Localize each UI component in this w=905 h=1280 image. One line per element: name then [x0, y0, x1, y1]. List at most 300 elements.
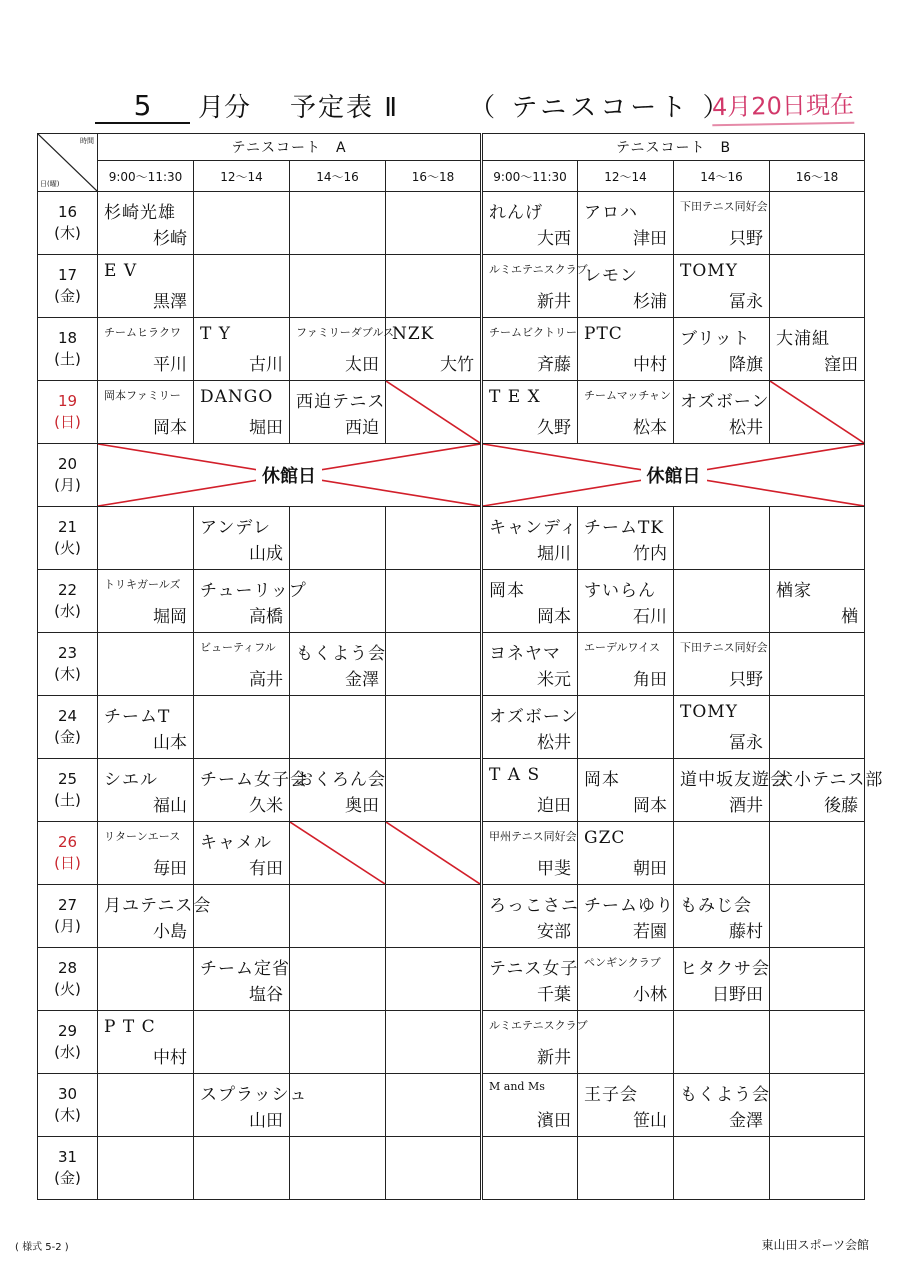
group-name: レモン	[584, 266, 639, 286]
group-name: ブリット	[680, 329, 751, 349]
day-row	[38, 444, 865, 507]
group-name: チームマッチャン	[584, 389, 672, 402]
group-name: ペンギンクラブ	[584, 956, 661, 969]
booking-cell	[290, 759, 386, 822]
representative-name: 杉崎	[153, 229, 187, 249]
booking-cell	[482, 822, 578, 885]
booking-cell	[194, 885, 290, 948]
corner-day-label: 日(曜)	[40, 180, 60, 188]
booking-cell	[290, 318, 395, 381]
representative-name: 高井	[249, 670, 283, 690]
representative-name: 甲斐	[537, 859, 572, 879]
day-row	[38, 1137, 865, 1200]
representative-name: 杉浦	[633, 292, 668, 312]
day-weekday: (月)	[54, 917, 81, 935]
booking-cell	[770, 381, 865, 444]
group-name: チーム女子会	[200, 770, 308, 790]
booking-cell	[674, 255, 770, 318]
group-name: オズボーン	[680, 392, 770, 412]
booking-cell	[674, 507, 770, 570]
booking-cell	[770, 318, 865, 381]
title-month-suffix: 月分	[198, 93, 251, 123]
day-weekday: (土)	[54, 350, 81, 368]
booking-cell	[98, 255, 194, 318]
day-label	[38, 192, 98, 255]
group-name: M and Ms	[489, 1080, 545, 1093]
booking-cell	[386, 381, 482, 444]
unavailable-cross-mark	[386, 822, 480, 884]
day-number: 18	[57, 329, 78, 347]
booking-cell	[674, 633, 770, 696]
title-schedule: 予定表 Ⅱ	[290, 93, 400, 123]
booking-cell	[578, 633, 674, 696]
day-number: 29	[57, 1022, 78, 1040]
time-slot-header: 16～18	[770, 161, 865, 192]
representative-name: 古川	[249, 355, 283, 375]
group-name: T A S	[489, 765, 541, 785]
representative-name: 角田	[633, 670, 668, 690]
booking-cell	[482, 507, 578, 570]
representative-name: 安部	[537, 922, 572, 942]
representative-name: 岡本	[537, 607, 572, 627]
booking-cell	[98, 885, 212, 948]
booking-cell	[386, 1137, 482, 1200]
booking-cell	[770, 192, 865, 255]
representative-name: 迫田	[537, 796, 572, 816]
day-number: 25	[57, 770, 78, 788]
booking-cell	[770, 1011, 865, 1074]
representative-name: 朝田	[633, 859, 668, 879]
day-label	[38, 507, 98, 570]
group-name: エーデルワイス	[584, 641, 661, 654]
booking-cell	[290, 885, 386, 948]
booking-cell	[482, 1011, 588, 1074]
booking-cell	[290, 570, 386, 633]
day-row	[38, 507, 865, 570]
group-name: おくろん会	[296, 770, 386, 790]
representative-name: 太田	[345, 355, 379, 375]
representative-name: 千葉	[537, 985, 572, 1005]
group-name: ヒタクサ会	[680, 959, 771, 979]
group-name: すいらん	[584, 581, 657, 601]
day-label	[38, 948, 98, 1011]
day-number: 27	[57, 896, 78, 914]
representative-name: 黒澤	[153, 292, 187, 312]
booking-cell	[290, 1074, 386, 1137]
booking-cell	[386, 1074, 482, 1137]
booking-cell	[386, 570, 482, 633]
booking-cell	[674, 822, 770, 885]
representative-name: 奥田	[345, 796, 379, 816]
closed-day-label: 休館日	[641, 462, 707, 488]
group-name: 犬小テニス部	[776, 770, 884, 790]
day-label	[38, 633, 98, 696]
representative-name: 山田	[249, 1111, 283, 1131]
booking-cell	[674, 1011, 770, 1074]
day-weekday: (金)	[54, 1169, 81, 1187]
day-label	[38, 885, 98, 948]
representative-name: 松本	[633, 418, 668, 438]
booking-cell	[98, 759, 194, 822]
representative-name: 酒井	[729, 796, 764, 816]
booking-cell	[674, 696, 770, 759]
booking-cell	[194, 633, 290, 696]
booking-cell	[98, 696, 194, 759]
day-row	[38, 633, 865, 696]
booking-cell	[194, 318, 290, 381]
group-name: 道中坂友遊会	[680, 770, 789, 790]
group-name: ビューティフル	[200, 641, 276, 654]
day-row	[38, 759, 865, 822]
day-weekday: (水)	[54, 1043, 81, 1061]
group-name: 岡本	[489, 581, 526, 601]
booking-cell	[386, 759, 482, 822]
group-name: TOMY	[680, 702, 738, 722]
booking-cell	[482, 948, 578, 1011]
group-name: 岡本ファミリー	[104, 389, 181, 402]
court-a-closed-cell	[98, 444, 482, 507]
group-name: PTC	[584, 324, 623, 344]
representative-name: 竹内	[633, 544, 668, 564]
day-label	[38, 1011, 98, 1074]
booking-cell	[578, 570, 674, 633]
unavailable-cross-mark	[770, 381, 864, 443]
group-name: 西迫テニス	[296, 392, 386, 412]
booking-cell	[386, 255, 482, 318]
booking-cell	[98, 507, 194, 570]
booking-cell	[674, 885, 770, 948]
as-of-date-note: 4月20日現在	[712, 85, 854, 126]
booking-cell	[482, 318, 578, 381]
booking-cell	[386, 318, 482, 381]
representative-name: 山成	[249, 544, 283, 564]
day-row	[38, 1074, 865, 1137]
court-b-header: テニスコート B	[482, 134, 865, 161]
day-weekday: (土)	[54, 791, 81, 809]
group-name: キャンディ	[489, 518, 578, 538]
day-weekday: (火)	[54, 980, 81, 998]
day-row	[38, 192, 865, 255]
representative-name: 窪田	[824, 355, 859, 375]
booking-cell	[98, 633, 194, 696]
booking-cell	[674, 759, 789, 822]
representative-name: 楢	[841, 607, 859, 627]
court-a-header: テニスコート A	[98, 134, 482, 161]
form-number: ( 様式 5-2 )	[15, 1242, 69, 1253]
booking-cell	[770, 507, 865, 570]
group-name: 岡本	[584, 770, 621, 790]
group-name: チームビクトリー	[489, 326, 578, 339]
booking-cell	[98, 822, 194, 885]
day-weekday: (水)	[54, 602, 81, 620]
booking-cell	[290, 696, 386, 759]
day-label	[38, 570, 98, 633]
title-month: 5	[95, 89, 190, 124]
booking-cell	[674, 192, 770, 255]
booking-cell	[674, 948, 770, 1011]
representative-name: 堀岡	[153, 607, 187, 627]
day-weekday: (金)	[54, 728, 81, 746]
representative-name: 塩谷	[249, 985, 283, 1005]
day-weekday: (木)	[54, 665, 81, 683]
booking-cell	[482, 885, 578, 948]
group-name: オズボーン	[489, 707, 579, 727]
time-slot-header: 9:00～11:30	[98, 161, 194, 192]
booking-cell	[194, 1137, 290, 1200]
group-name: 王子会	[584, 1085, 639, 1105]
day-row	[38, 381, 865, 444]
day-row	[38, 885, 865, 948]
day-label	[38, 696, 98, 759]
day-number: 19	[57, 392, 78, 410]
corner-time-label: 時間	[80, 137, 94, 145]
time-slot-header: 12～14	[194, 161, 290, 192]
booking-cell	[386, 822, 482, 885]
day-weekday: (火)	[54, 539, 81, 557]
group-name: NZK	[392, 324, 435, 344]
corner-header	[38, 134, 98, 192]
representative-name: 金澤	[345, 670, 379, 690]
booking-cell	[290, 1137, 386, 1200]
booking-cell	[770, 255, 865, 318]
day-weekday: (金)	[54, 287, 81, 305]
day-number: 22	[57, 581, 78, 599]
day-number: 17	[57, 266, 78, 284]
booking-cell	[290, 255, 386, 318]
day-row	[38, 318, 865, 381]
title-facility: （ テニスコート ）	[469, 93, 733, 123]
booking-cell	[194, 507, 290, 570]
group-name: キャメル	[200, 833, 272, 853]
day-number: 26	[57, 833, 78, 851]
booking-cell	[770, 1074, 865, 1137]
day-label	[38, 444, 98, 507]
closed-day-label: 休館日	[256, 462, 322, 488]
representative-name: 堀田	[249, 418, 283, 438]
group-name: 下田テニス同好会	[680, 200, 768, 213]
booking-cell	[194, 822, 290, 885]
group-name: シエル	[104, 770, 158, 790]
group-name: テニス女子	[489, 959, 579, 979]
booking-cell	[98, 192, 194, 255]
day-weekday: (日)	[54, 413, 81, 431]
booking-cell	[578, 1011, 674, 1074]
booking-cell	[194, 255, 290, 318]
booking-cell	[194, 759, 308, 822]
booking-cell	[578, 318, 674, 381]
representative-name: 大竹	[440, 355, 475, 375]
booking-cell	[290, 948, 386, 1011]
booking-cell	[290, 381, 386, 444]
representative-name: 西迫	[345, 418, 379, 438]
booking-cell	[674, 570, 770, 633]
booking-cell	[482, 381, 578, 444]
booking-cell	[194, 1074, 308, 1137]
group-name: チームゆり	[584, 896, 675, 916]
group-name: アンデレ	[200, 518, 271, 538]
booking-cell	[290, 822, 386, 885]
group-name: ヨネヤマ	[489, 644, 562, 664]
booking-cell	[386, 633, 482, 696]
booking-cell	[98, 1137, 194, 1200]
group-name: TOMY	[680, 261, 738, 281]
group-name: チームTK	[584, 518, 665, 538]
representative-name: 久野	[537, 418, 572, 438]
group-name: れんげ	[489, 203, 544, 223]
representative-name: 小林	[633, 985, 668, 1005]
booking-cell	[482, 696, 578, 759]
booking-cell	[194, 1011, 290, 1074]
representative-name: 岡本	[153, 418, 187, 438]
day-number: 23	[57, 644, 78, 662]
representative-name: 只野	[729, 670, 764, 690]
booking-cell	[674, 381, 770, 444]
booking-cell	[770, 696, 865, 759]
group-name: 月ユテニス会	[104, 896, 212, 916]
booking-cell	[290, 507, 386, 570]
representative-name: 山本	[153, 733, 187, 753]
booking-cell	[482, 255, 588, 318]
booking-cell	[482, 192, 578, 255]
group-name: T Y	[200, 324, 231, 344]
group-name: P T C	[104, 1017, 156, 1037]
booking-cell	[482, 633, 578, 696]
representative-name: 若園	[633, 922, 668, 942]
representative-name: 松井	[537, 733, 572, 753]
booking-cell	[98, 1074, 194, 1137]
representative-name: 津田	[633, 229, 668, 249]
day-label	[38, 1074, 98, 1137]
group-name: チーム定省	[200, 959, 290, 979]
representative-name: 福山	[153, 796, 187, 816]
representative-name: 有田	[249, 859, 283, 879]
booking-cell	[770, 570, 865, 633]
representative-name: 日野田	[712, 985, 764, 1005]
representative-name: 冨永	[729, 292, 764, 312]
representative-name: 新井	[537, 1048, 572, 1068]
group-name: ファミリーダブルス	[296, 326, 395, 339]
booking-cell	[770, 885, 865, 948]
booking-cell	[386, 1011, 482, 1074]
booking-cell	[578, 885, 674, 948]
booking-cell	[770, 759, 884, 822]
group-name: 下田テニス同好会	[680, 641, 768, 654]
time-slot-header: 14～16	[674, 161, 770, 192]
unavailable-cross-mark	[386, 381, 480, 443]
representative-name: 新井	[537, 292, 572, 312]
booking-cell	[770, 822, 865, 885]
booking-cell	[482, 1137, 578, 1200]
representative-name: 笹山	[633, 1111, 668, 1131]
booking-cell	[674, 318, 770, 381]
day-row	[38, 255, 865, 318]
booking-cell	[194, 192, 290, 255]
booking-cell	[578, 948, 674, 1011]
page-title	[95, 88, 733, 124]
booking-cell	[386, 696, 482, 759]
booking-cell	[290, 633, 386, 696]
group-name: 甲州テニス同好会	[489, 830, 577, 843]
booking-cell	[770, 1137, 865, 1200]
day-number: 30	[57, 1085, 78, 1103]
booking-cell	[98, 318, 194, 381]
booking-cell	[578, 1137, 674, 1200]
day-number: 28	[57, 959, 78, 977]
schedule-table	[37, 133, 884, 1200]
day-row	[38, 1011, 865, 1074]
day-row	[38, 696, 865, 759]
booking-cell	[290, 1011, 386, 1074]
booking-cell	[578, 822, 674, 885]
group-name: 大浦組	[776, 329, 831, 349]
booking-cell	[482, 1074, 578, 1137]
time-slot-header: 14～16	[290, 161, 386, 192]
representative-name: 石川	[633, 607, 668, 627]
booking-cell	[482, 570, 578, 633]
representative-name: 堀川	[537, 544, 572, 564]
booking-cell	[194, 948, 290, 1011]
group-name: チューリップ	[200, 581, 307, 601]
booking-cell	[386, 192, 482, 255]
booking-cell	[194, 381, 290, 444]
representative-name: 中村	[153, 1048, 187, 1068]
booking-cell	[578, 759, 674, 822]
corner-diagonal	[38, 134, 97, 191]
group-name: ルミエテニスクラブ	[489, 263, 588, 276]
representative-name: 松井	[729, 418, 764, 438]
representative-name: 岡本	[633, 796, 668, 816]
group-name: GZC	[584, 828, 626, 848]
group-name: チームT	[104, 707, 171, 727]
booking-cell	[578, 381, 674, 444]
time-slot-header: 9:00～11:30	[482, 161, 578, 192]
representative-name: 米元	[537, 670, 572, 690]
day-weekday: (日)	[54, 854, 81, 872]
booking-cell	[386, 948, 482, 1011]
group-name: もみじ会	[680, 896, 753, 916]
unavailable-cross-mark	[290, 822, 385, 884]
group-name: リターンエース	[104, 830, 181, 843]
group-name: チームヒラクワ	[104, 326, 181, 339]
day-row	[38, 948, 865, 1011]
booking-cell	[578, 1074, 674, 1137]
group-name: ルミエテニスクラブ	[489, 1019, 588, 1032]
group-name: 楢家	[776, 581, 813, 601]
group-name: もくよう会	[680, 1085, 771, 1105]
day-row	[38, 570, 865, 633]
booking-cell	[674, 1074, 770, 1137]
group-name: ろっこさニ	[489, 896, 580, 916]
booking-cell	[578, 192, 674, 255]
booking-cell	[98, 948, 194, 1011]
day-label	[38, 759, 98, 822]
group-name: スプラッシュ	[200, 1085, 308, 1105]
booking-cell	[674, 1137, 770, 1200]
booking-cell	[578, 255, 674, 318]
representative-name: 小島	[153, 922, 187, 942]
day-number: 21	[57, 518, 78, 536]
day-label	[38, 318, 98, 381]
facility-name: 東山田スポーツ会館	[761, 1238, 869, 1252]
booking-cell	[194, 570, 307, 633]
booking-cell	[770, 633, 865, 696]
booking-cell	[386, 885, 482, 948]
booking-cell	[98, 1011, 194, 1074]
representative-name: 大西	[537, 229, 572, 249]
booking-cell	[98, 381, 194, 444]
representative-name: 中村	[633, 355, 668, 375]
representative-name: 降旗	[729, 355, 764, 375]
